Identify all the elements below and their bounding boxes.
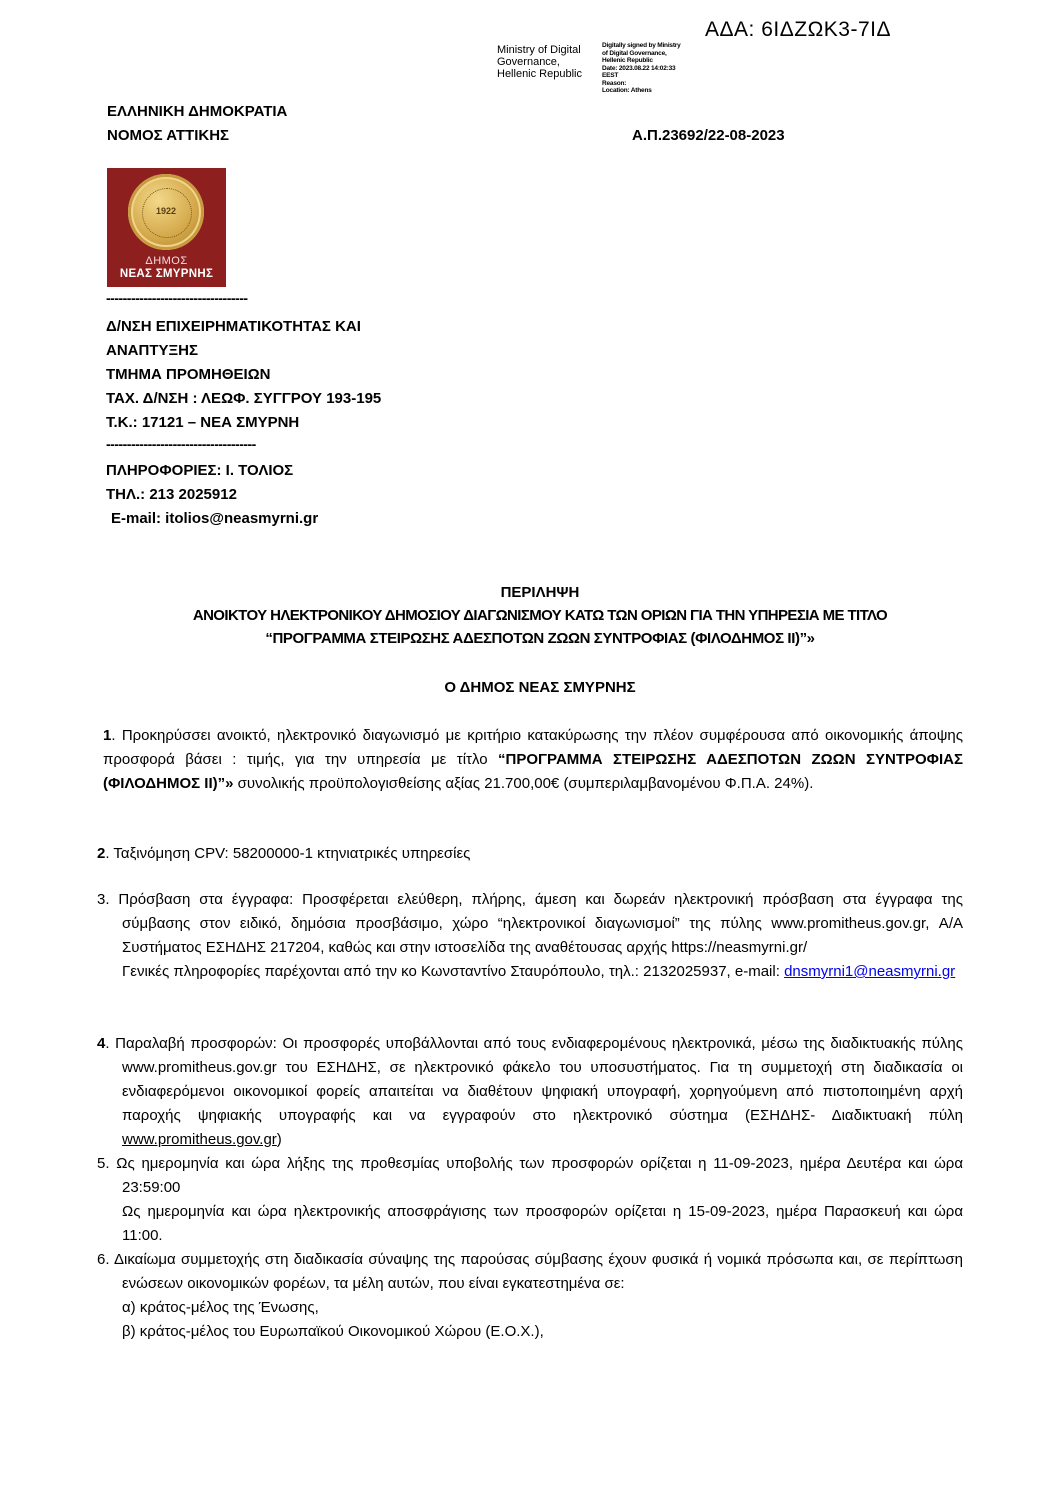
service-title: “ΠΡΟΓΡΑΜΜΑ ΣΤΕΙΡΩΣΗΣ ΑΔΕΣΠΟΤΩΝ ΖΩΩΝ ΣΥΝΤΡΟΦΙΑΣ (ΦΙΛΟΔΗΜΟΣ ΙΙ)”» <box>265 630 815 647</box>
item-6-body <box>97 1248 963 1296</box>
item-1 <box>103 724 963 796</box>
logo-line2: ΝΕΑΣ ΣΜΥΡΝΗΣ <box>119 268 214 280</box>
signature-detail-line: Digitally signed by Ministry <box>602 42 681 49</box>
dept-postcode: Τ.Κ.: 17121 – ΝΕΑ ΣΜΥΡΝΗ <box>106 414 300 431</box>
doc-title: ΠΕΡΙΛΗΨΗ <box>500 584 580 601</box>
ada-stamp: ΑΔΑ: 6ΙΔΖΩΚ3-7ΙΔ <box>705 18 891 41</box>
item-4 <box>97 1032 963 1152</box>
signature-org-line: Hellenic Republic <box>497 68 582 80</box>
signature-location: Location: Athens <box>602 87 652 94</box>
item-text: . Πρόσβαση στα έγγραφα: Προσφέρεται ελεύθερη, πλήρης, άμεση και δωρεάν ηλεκτρονική πρόσβαση στα έγγραφα της σύμβασης στον ειδικό, δημόσια προσβάσιμο, χώρο “ηλεκτρονικοί διαγωνισμοί” της πύλης www.promitheus.gov.gr, Α/Α Συστήματος ΕΣΗΔΗΣ 217204, καθώς και στην ιστοσελίδα της αναθέτουσας αρχής https://neasmyrni.gr/ <box>105 891 963 956</box>
dept-section: ΤΜΗΜΑ ΠΡΟΜΗΘΕΙΩΝ <box>106 366 271 383</box>
item-contact-text: Γενικές πληροφορίες παρέχονται από την κο Κωνσταντίνο Σταυρόπουλο, τηλ.: 2132025937, e-mail: <box>122 963 780 980</box>
item-text: . Προκηρύσσει ανοικτό, ηλεκτρονικό διαγωνισμό με κριτήριο κατακύρωσης την πλέον συμφέρουσα από οικονομικής άποψης προσφορά βάσει : τιμής, για την υπηρεσία με τίτλο <box>103 727 963 768</box>
item-3-body <box>97 888 963 960</box>
item-text: . Δικαίωμα συμμετοχής στη διαδικασία σύναψης της παρούσας σύμβασης έχουν φυσικά ή νομικά πρόσωπα και, σε περίπτωση ενώσεων οικονομικών φορέων, τα μέλη αυτών, που είναι εγκατεστημένα σε: <box>105 1251 963 1292</box>
item-number: 2 <box>97 845 106 862</box>
header-republic: ΕΛΛΗΝΙΚΗ ΔΗΜΟΚΡΑΤΙΑ <box>107 103 288 120</box>
contact-phone: ΤΗΛ.: 213 2025912 <box>106 486 237 503</box>
item-3-contact <box>97 960 963 984</box>
signature-organization <box>497 44 602 80</box>
item-text: ) <box>276 1131 282 1148</box>
dept-line1: Δ/ΝΣΗ ΕΠΙΧΕΙΡΗΜΑΤΙΚΟΤΗΤΑΣ ΚΑΙ <box>106 318 361 335</box>
item-6 <box>97 1248 963 1344</box>
submission-deadline: . Ως ημερομηνία και ώρα λήξης της προθεσμίας υποβολής των προσφορών ορίζεται η 11-09-2023, ημέρα Δευτέρα και ώρα 23:59:00 <box>105 1155 963 1196</box>
signature-reason: Reason: <box>602 79 627 87</box>
signature-detail-line: EEST <box>602 72 619 79</box>
opening-date: Ως ημερομηνία και ώρα ηλεκτρονικής αποσφράγισης των προσφορών ορίζεται η 15-09-2023, ημέρα Παρασκευή και ώρα 11:00. <box>122 1203 963 1244</box>
coin-year: 1922 <box>155 206 177 216</box>
item-4-body <box>97 1032 963 1152</box>
item-5-body <box>97 1152 963 1200</box>
signature-detail-line: of Digital Governance, <box>602 49 667 57</box>
sub-item-b: β) κράτος-μέλος του Ευρωπαϊκού Οικονομικού Χώρου (Ε.Ο.Χ.), <box>122 1323 544 1340</box>
contact-email-link[interactable]: dnsmyrni1@neasmyrni.gr <box>784 963 956 980</box>
logo-line1: ΔΗΜΟΣ <box>145 255 188 267</box>
item-number: 5 <box>97 1155 106 1172</box>
item-text: . Ταξινόμηση CPV: 58200000-1 κτηνιατρικές υπηρεσίες <box>105 845 471 862</box>
item-service-title: “ΠΡΟΓΡΑΜΜΑ ΣΤΕΙΡΩΣΗΣ ΑΔΕΣΠΟΤΩΝ ΖΩΩΝ ΣΥΝΤΡΟΦΙΑΣ (ΦΙΛΟΔΗΜΟΣ ΙΙ)”» <box>103 751 963 792</box>
signature-detail-line: Hellenic Republic <box>602 57 653 64</box>
contact-info: ΠΛΗΡΟΦΟΡΙΕΣ: Ι. ΤΟΛΙΟΣ <box>106 462 294 479</box>
signature-org-line: Ministry of Digital <box>497 44 581 56</box>
separator: ---------------------------------- <box>106 290 248 306</box>
item-text: συνολικής προϋπολογισθείσης αξίας 21.700,00€ (συμπεριλαμβανομένου Φ.Π.Α. 24%). <box>233 775 814 792</box>
dept-line2: ΑΝΑΠΤΥΞΗΣ <box>106 342 198 359</box>
signature-org-line: Governance, <box>497 56 560 68</box>
contact-email: E-mail: itolios@neasmyrni.gr <box>111 510 319 527</box>
sub-item-a: α) κράτος-μέλος της Ένωσης, <box>122 1299 319 1316</box>
doc-subtitle: ΑΝΟΙΚΤΟΥ ΗΛΕΚΤΡΟΝΙΚΟΥ ΔΗΜΟΣΙΟΥ ΔΙΑΓΩΝΙΣΜΟΥ ΚΑΤΩ ΤΩΝ ΟΡΙΩΝ ΓΙΑ ΤΗΝ ΥΠΗΡΕΣΙΑ ΜΕ ΤΙΤΛΟ <box>192 607 888 624</box>
dept-address: ΤΑΧ. Δ/ΝΣΗ : ΛΕΩΦ. ΣΥΓΓΡΟΥ 193-195 <box>106 390 382 407</box>
item-3 <box>97 888 963 984</box>
signature-details <box>602 42 702 95</box>
header-prefecture: ΝΟΜΟΣ ΑΤΤΙΚΗΣ <box>107 127 230 144</box>
separator: ------------------------------------ <box>106 436 256 452</box>
item-2 <box>97 842 963 866</box>
promitheus-link[interactable]: www.promitheus.gov.gr <box>122 1131 277 1148</box>
municipality-logo <box>107 168 226 287</box>
item-number: 1 <box>103 727 112 744</box>
item-5 <box>97 1152 963 1248</box>
signature-date: Date: 2023.08.22 14:02:33 <box>602 64 676 72</box>
coin-emblem-icon <box>128 174 204 250</box>
issuer-heading: Ο ΔΗΜΟΣ ΝΕΑΣ ΣΜΥΡΝΗΣ <box>444 679 636 696</box>
item-number: 4 <box>97 1035 106 1052</box>
protocol-number: Α.Π.23692/22-08-2023 <box>632 127 785 144</box>
item-number: 3 <box>97 891 106 908</box>
item-text: . Παραλαβή προσφορών: Οι προσφορές υποβάλλονται από τους ενδιαφερομένους ηλεκτρονικά, μέσω της διαδικτυακής πύλης www.promitheus.gov.gr του ΕΣΗΔΗΣ, σε ηλεκτρονικό φάκελο του υποσυστήματος. Για τη συμμετοχή στη διαδικασία οι ενδιαφερόμενοι οικονομικοί φορείς απαιτείται να διαθέτουν ψηφιακή υπογραφή, χορηγούμενη από πιστοποιημένη αρχή παροχής ψηφιακής υπογραφής και να εγγραφούν στο ηλεκτρονικό σύστημα (ΕΣΗΔΗΣ- Διαδικτυακή πύλη <box>105 1035 963 1124</box>
item-number: 6 <box>97 1251 106 1268</box>
